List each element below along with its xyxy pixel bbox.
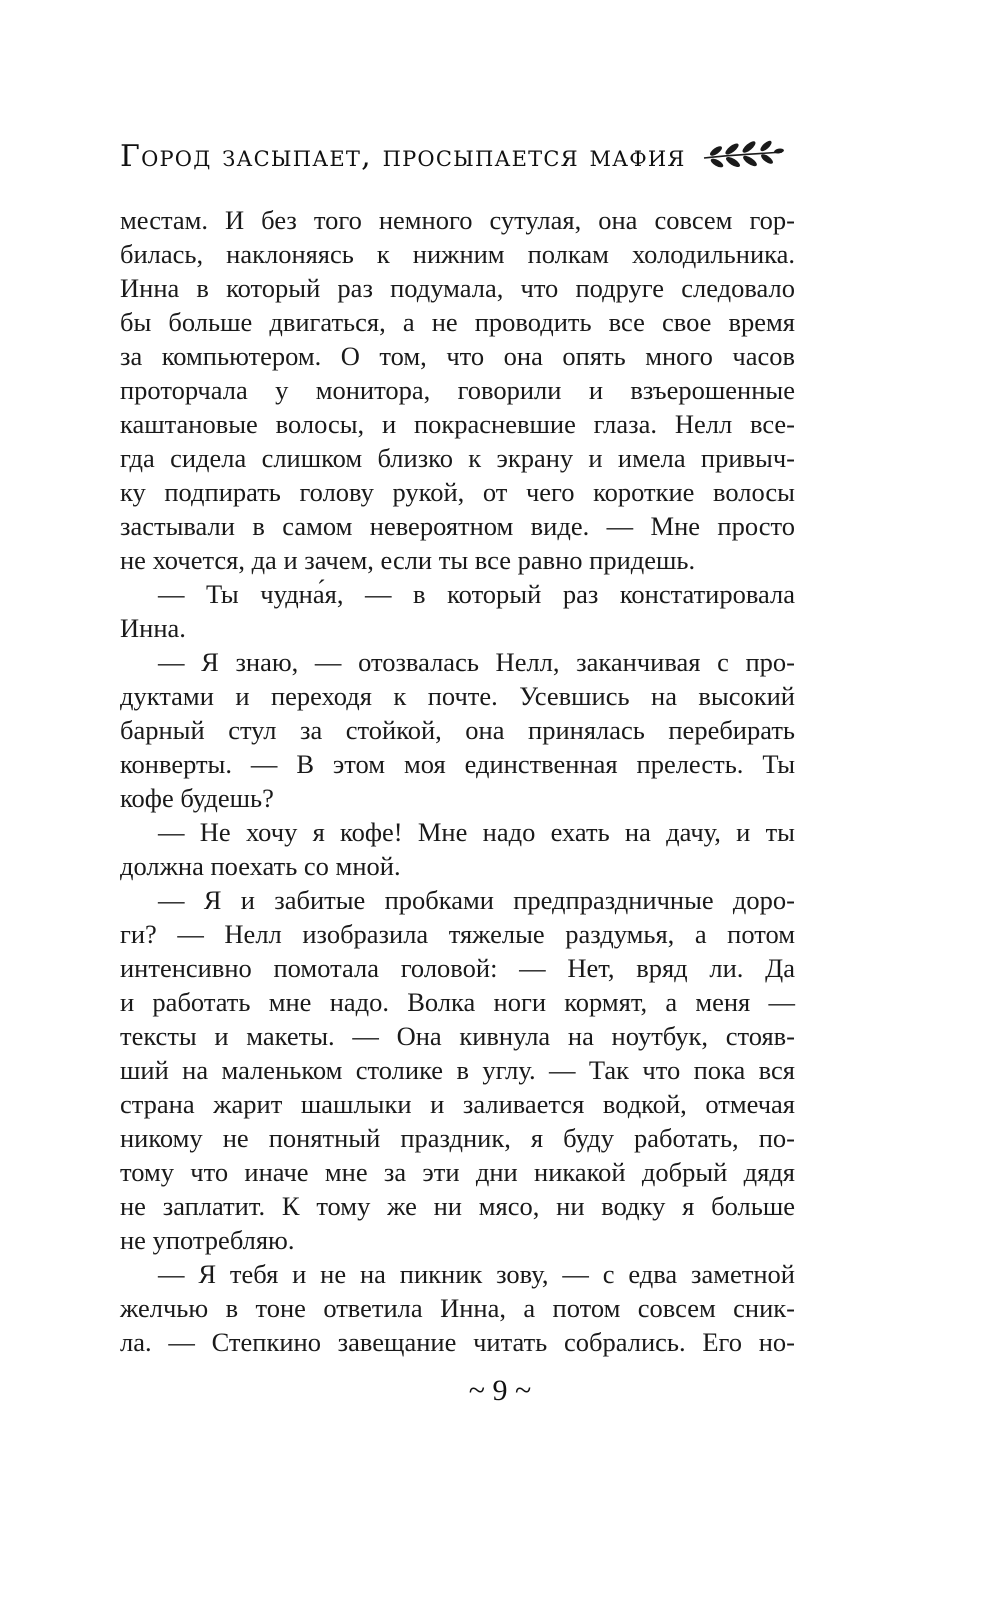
text-line: не хочется, да и зачем, если ты все равно придешь. [120,545,696,575]
running-title: Город засыпает, просыпается мафия [120,138,686,174]
text-line: и работать мне надо. Волка ноги кормят, а меня — [120,987,795,1017]
leaf-branch-icon [700,138,784,174]
text-line: билась, наклоняясь к нижним полкам холодильника. [120,239,795,269]
text-line: ла. — Степкино завещание читать собрались. Его но- [120,1327,795,1357]
text-line: желчью в тоне ответила Инна, а потом совсем сник- [120,1293,795,1323]
text-line: — Я тебя и не на пикник зову, — с едва заметной [158,1259,795,1289]
text-line: за компьютером. О том, что она опять много часов [120,341,795,371]
text-line: не употребляю. [120,1225,295,1255]
text-line: — Ты чудна́я, — в который раз констатировала [158,579,795,609]
text-line: застывали в самом невероятном виде. — Мне просто [120,511,795,541]
text-line: тому что иначе мне за эти дни никакой добрый дядя [120,1157,795,1187]
text-line: должна поехать со мной. [120,851,401,881]
text-line: гда сидела слишком близко к экрану и имела привыч- [120,443,795,473]
text-line: ги? — Нелл изобразила тяжелые раздумья, а потом [120,919,795,949]
text-line: — Я и забитые пробками предпраздничные доро- [158,885,795,915]
text-line: страна жарит шашлыки и заливается водкой, отмечая [120,1089,795,1119]
body-text [120,203,795,1359]
text-line: дуктами и переходя к почте. Усевшись на высокий [120,681,795,711]
text-line: интенсивно помотала головой: — Нет, вряд ли. Да [120,953,795,983]
text-line: проторчала у монитора, говорили и взъерошенные [120,375,795,405]
text-line: тексты и макеты. — Она кивнула на ноутбук, стояв- [120,1021,795,1051]
text-line: — Я знаю, — отозвалась Нелл, заканчивая с про- [158,647,795,677]
text-line: никому не понятный праздник, я буду работать, по- [120,1123,795,1153]
text-line: Инна. [120,613,186,643]
text-line: кофе будешь? [120,783,274,813]
text-line: — Не хочу я кофе! Мне надо ехать на дачу, и ты [158,817,795,847]
text-line: конверты. — В этом моя единственная прелесть. Ты [120,749,795,779]
text-line: местам. И без того немного сутулая, она совсем гор- [120,205,795,235]
text-line: Инна в который раз подумала, что подруге следовало [120,273,795,303]
page-number: ~ 9 ~ [468,1374,532,1407]
text-line: ку подпирать голову рукой, от чего короткие волосы [120,477,795,507]
text-line: бы больше двигаться, а не проводить все свое время [120,307,795,337]
running-header [120,128,820,184]
text-line: ший на маленьком столике в углу. — Так что пока вся [120,1055,795,1085]
text-line: не заплатит. К тому же ни мясо, ни водку я больше [120,1191,795,1221]
text-line: барный стул за стойкой, она принялась перебирать [120,715,795,745]
text-line: каштановые волосы, и покрасневшие глаза. Нелл все- [120,409,795,439]
